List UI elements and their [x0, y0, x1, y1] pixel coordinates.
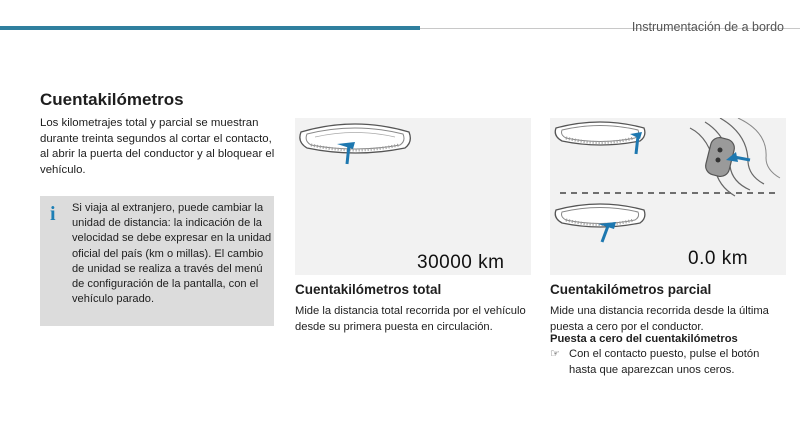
partial-odometer-heading: Cuentakilómetros parcial: [550, 282, 712, 297]
total-odometer-text: Mide la distancia total recorrida por el vehículo desde su primera puesta en circulación.: [295, 305, 526, 333]
figure-partial-odometer: [550, 118, 786, 275]
intro-paragraph: Los kilometrajes total y parcial se muestran durante treinta segundos al cortar el contacto, al abrir la puerta del conductor y al bloquear el vehículo.: [40, 117, 275, 176]
figure-total-odometer: [295, 118, 531, 275]
section-title: Instrumentación de a bordo: [631, 20, 784, 34]
partial-odometer-readout: 0.0 km: [688, 248, 749, 269]
info-icon: i: [50, 203, 56, 225]
header-accent-bar: [0, 26, 420, 30]
page-title: Cuentakilómetros: [40, 90, 184, 109]
partial-odometer-text: Mide una distancia recorrida desde la última puesta a cero por el conductor.: [550, 305, 769, 333]
info-box: [40, 196, 274, 326]
instrument-cluster-illustration: [550, 118, 786, 275]
reset-step-text: Con el contacto puesto, pulse el botón hasta que aparezcan unos ceros.: [569, 348, 760, 376]
pointing-hand-icon: ☞: [550, 348, 560, 360]
reset-subheading: Puesta a cero del cuentakilómetros: [550, 333, 738, 345]
total-odometer-heading: Cuentakilómetros total: [295, 282, 442, 297]
total-odometer-readout: 30000 km: [417, 252, 505, 273]
info-text: Si viaja al extranjero, puede cambiar la unidad de distancia: la indicación de la velocidad se debe expresar en la unidad oficial del país (km o millas). El cambio de unidad se realiza a través del menú de configuración de la pantalla, con el vehículo parado.: [72, 202, 272, 306]
